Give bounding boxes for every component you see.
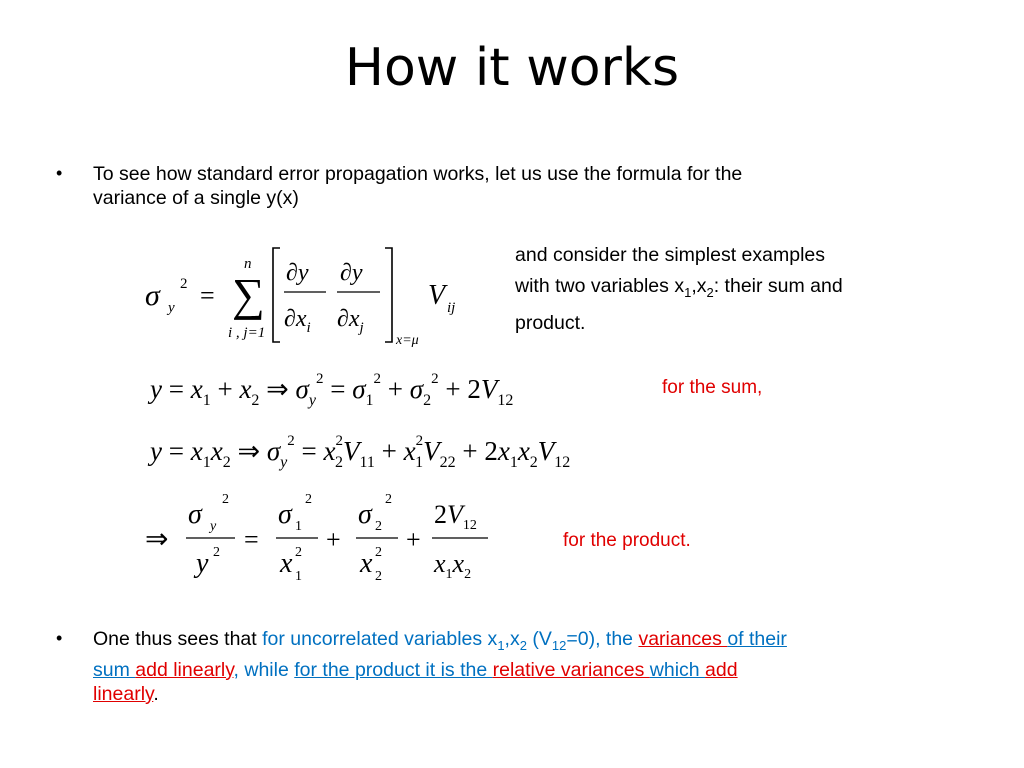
- b2-t14: add: [705, 658, 738, 681]
- svg-text:∂y: ∂y: [286, 260, 309, 286]
- b2-t3: ,x: [504, 628, 520, 650]
- bullet-marker: •: [56, 163, 63, 183]
- svg-text:x=μ: x=μ: [396, 333, 419, 348]
- b2-t15: linearly: [93, 682, 154, 705]
- b2-t7: of their: [727, 628, 787, 650]
- b2-t9: add linearly: [135, 658, 234, 681]
- svg-text:V: V: [428, 280, 446, 311]
- note-for-product: for the product.: [563, 530, 691, 551]
- svg-text:+: +: [326, 525, 341, 554]
- svg-text:ij: ij: [447, 300, 456, 316]
- svg-text:∂xj: $\partial x_j$: [337, 306, 364, 336]
- note-for-sum: for the sum,: [662, 377, 763, 398]
- svg-text:2: 2: [180, 276, 188, 292]
- svg-text:=: =: [200, 281, 215, 310]
- bullet2-text: [93, 627, 943, 706]
- b2-t10: , while: [233, 658, 295, 681]
- svg-text:2: 2: [385, 492, 392, 507]
- svg-text:2: 2: [375, 569, 382, 584]
- svg-text:i , j=1: i , j=1: [228, 325, 266, 341]
- b2-t6: variances: [638, 628, 728, 650]
- svg-text:1: 1: [295, 519, 302, 534]
- b2-t4: (V: [526, 628, 552, 650]
- svg-text:2: 2: [213, 545, 220, 560]
- svg-text:y: y: [210, 519, 217, 534]
- svg-text:x1x2: $x_1x_2$: [434, 549, 472, 582]
- svg-text:+: +: [406, 525, 421, 554]
- product-equation: $y = x_1x_2$ ⇒ $\sigma_y^2 = x^2_2V_{11} + x^2_1V_{22} + 2x_1x_2V_{12}$: [150, 433, 571, 471]
- consider-sub1: 1: [684, 284, 692, 300]
- b2-sub3: 12: [551, 637, 567, 653]
- svg-text:n: n: [244, 256, 252, 272]
- b2-t13: which: [649, 658, 706, 681]
- svg-text:2: 2: [295, 545, 302, 560]
- bullet-marker: •: [56, 628, 63, 648]
- consider-line3: product.: [515, 311, 586, 334]
- sum-equation: $y = x_1 + x_2$ ⇒ $\sigma_y^2 = \sigma_1^2 + \sigma_2^2 + 2V_{12}$: [150, 371, 514, 409]
- bullet1-text: [93, 162, 742, 210]
- svg-text:⇒: ⇒: [145, 524, 169, 555]
- svg-text:σ: σ: [188, 499, 202, 530]
- bullet1-line2: variance of a single y(x): [93, 187, 299, 209]
- svg-text:=: =: [244, 525, 259, 554]
- relative-variance-formula: [140, 488, 510, 588]
- b2-t16: .: [153, 682, 159, 705]
- svg-text:y: y: [196, 548, 209, 579]
- consider-line2a: with two variables x: [515, 275, 685, 297]
- b2-t8: sum: [93, 658, 136, 681]
- svg-text:∂xi: $\partial x_i$: [284, 306, 311, 336]
- svg-text:1: 1: [295, 569, 302, 584]
- svg-text:σ: σ: [278, 499, 292, 530]
- svg-text:∑: ∑: [232, 269, 265, 320]
- consider-line1: and consider the simplest examples: [515, 244, 825, 266]
- b2-sub2: 2: [519, 637, 527, 653]
- svg-text:2: 2: [305, 492, 312, 507]
- consider-text: [515, 240, 843, 339]
- b2-t2: for uncorrelated variables x: [262, 628, 498, 650]
- slide-title: How it works: [344, 38, 680, 98]
- consider-sub2: 2: [706, 284, 714, 300]
- svg-text:∂y: ∂y: [340, 260, 363, 286]
- svg-text:2V12: $2V_{12}$: [434, 500, 477, 533]
- b2-t5: =0), the: [566, 628, 639, 650]
- svg-text:σ: σ: [358, 499, 372, 530]
- svg-text:x: x: [280, 548, 293, 579]
- b2-t12: relative variances: [492, 658, 650, 681]
- b2-t11: for the product it is the: [294, 658, 493, 681]
- variance-formula: [140, 240, 480, 355]
- bullet1-line1: To see how standard error propagation works, let us use the formula for the: [93, 163, 743, 185]
- consider-line2c: : their sum and: [713, 275, 843, 297]
- b2-t1: One thus sees that: [93, 628, 263, 650]
- svg-text:2: 2: [375, 545, 382, 560]
- svg-text:y: y: [168, 300, 175, 316]
- consider-line2b: ,x: [691, 275, 707, 297]
- b2-sub1: 1: [497, 637, 505, 653]
- svg-text:2: 2: [222, 492, 229, 507]
- svg-text:x: x: [360, 548, 373, 579]
- svg-text:σ: σ: [145, 279, 160, 312]
- svg-text:2: 2: [375, 519, 382, 534]
